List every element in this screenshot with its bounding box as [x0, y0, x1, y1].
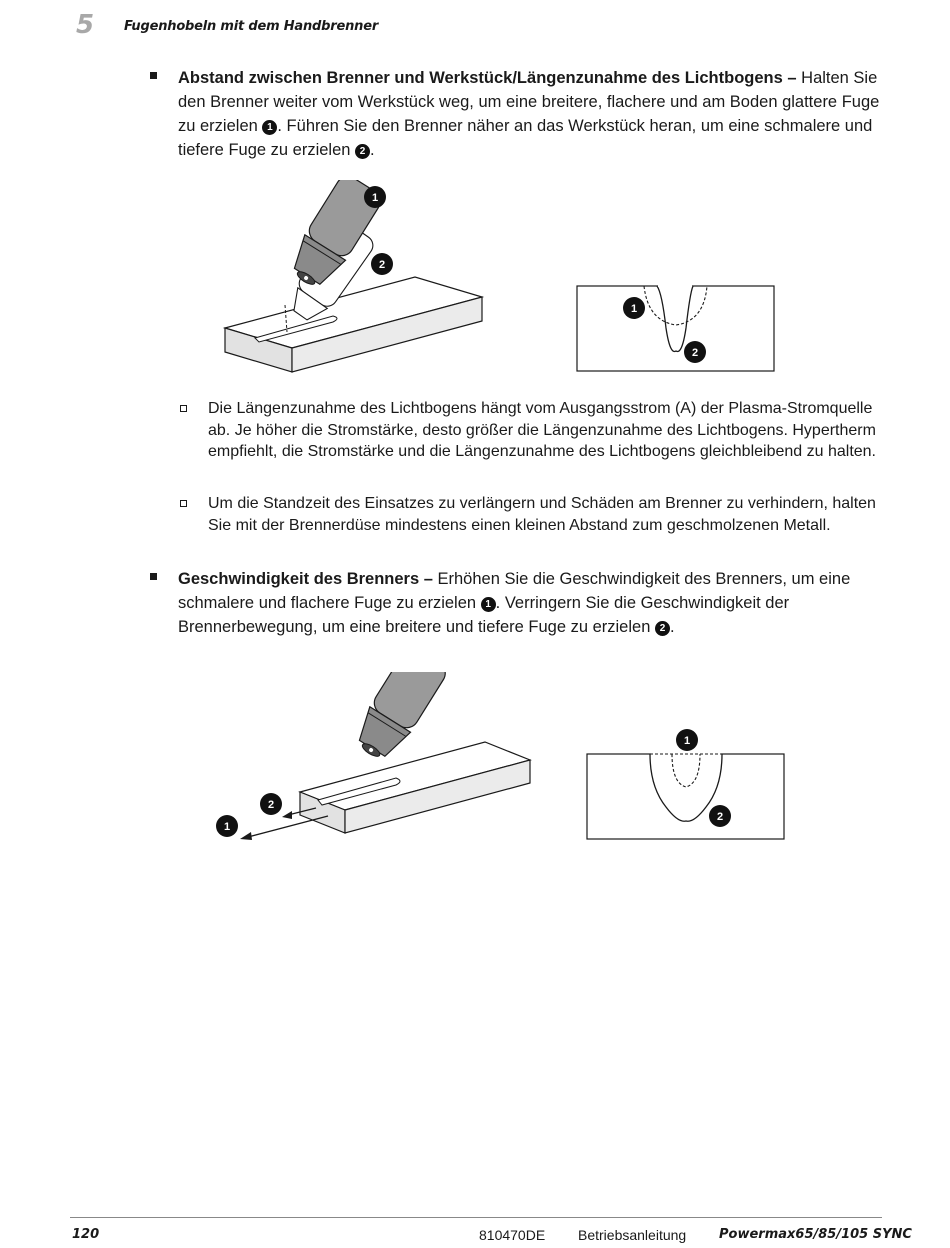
document-id: 810470DE — [479, 1227, 546, 1243]
sub-bullet-nozzle-distance — [180, 493, 880, 536]
callout-2: 2 — [655, 621, 670, 636]
bullet-distance-text: Abstand zwischen Brenner und Werkstück/Längenzunahme des Lichtbogens – Halten Sie den Brenner weiter vom Werkstück weg, um eine breitere, flachere und am Boden glattere Fuge zu erzielen 1 . Führen Sie den Brenner näher an das Werkstück heran, um eine schmalere und tiefere Fuge zu erzielen 2 . — [178, 69, 880, 159]
chapter-number: 5 — [76, 10, 95, 40]
bullet-marker — [150, 72, 157, 79]
torch-distance-illustration — [215, 180, 505, 380]
footer-divider — [70, 1217, 882, 1218]
product-name: Powermax65/85/105 SYNC — [719, 1227, 912, 1242]
torch-speed-illustration — [210, 672, 540, 847]
sub-bullet-marker — [180, 405, 187, 412]
bullet-distance — [150, 66, 890, 162]
groove-profile-speed — [586, 727, 786, 843]
bullet-speed — [150, 567, 890, 639]
sub-bullet-arc-stretch — [180, 398, 880, 463]
page-number: 120 — [72, 1227, 100, 1242]
sub-bullet-nozzle-distance-text: Um die Standzeit des Einsatzes zu verlängern und Schäden am Brenner zu verhindern, halten Sie mit der Brennerdüse mindestens einen kleinen Abstand zum geschmolzenen Metall. — [208, 495, 876, 534]
bullet-speed-lead: Geschwindigkeit des Brenners – — [178, 570, 433, 588]
callout-1: 1 — [262, 120, 277, 135]
figure1-callout-2: 2 — [378, 259, 386, 271]
profile2-callout-1: 1 — [683, 735, 691, 747]
sub-bullet-arc-stretch-text: Die Längenzunahme des Lichtbogens hängt vom Ausgangsstrom (A) der Plasma-Stromquelle ab. Je höher die Stromstärke, desto größer die Längenzunahme des Lichtbogens. Hypertherm empfiehlt, die Stromstärke und die Längenzunahme des Lichtbogens gleichbleibend zu halten. — [208, 400, 876, 460]
chapter-title: Fugenhobeln mit dem Handbrenner — [124, 19, 379, 34]
bullet-speed-text: Geschwindigkeit des Brenners – Erhöhen Sie die Geschwindigkeit des Brenners, um eine schmalere und flachere Fuge zu erzielen 1 . Verringern Sie die Geschwindigkeit der Brennerbewegung, um eine breitere und tiefere Fuge zu erzielen 2 . — [178, 570, 851, 636]
page-header — [0, 0, 950, 50]
callout-2: 2 — [355, 144, 370, 159]
figure2-callout-1: 1 — [223, 821, 231, 833]
callout-1: 1 — [481, 597, 496, 612]
figure1-callout-1: 1 — [371, 192, 379, 204]
sub-bullet-marker — [180, 500, 187, 507]
profile1-callout-2: 2 — [691, 347, 699, 359]
figure2-callout-2: 2 — [267, 799, 275, 811]
groove-profile-distance — [576, 283, 776, 375]
bullet-distance-lead: Abstand zwischen Brenner und Werkstück/Längenzunahme des Lichtbogens – — [178, 69, 797, 87]
profile1-callout-1: 1 — [630, 303, 638, 315]
bullet-marker — [150, 573, 157, 580]
profile2-callout-2: 2 — [716, 811, 724, 823]
document-type: Betriebsanleitung — [578, 1227, 687, 1243]
